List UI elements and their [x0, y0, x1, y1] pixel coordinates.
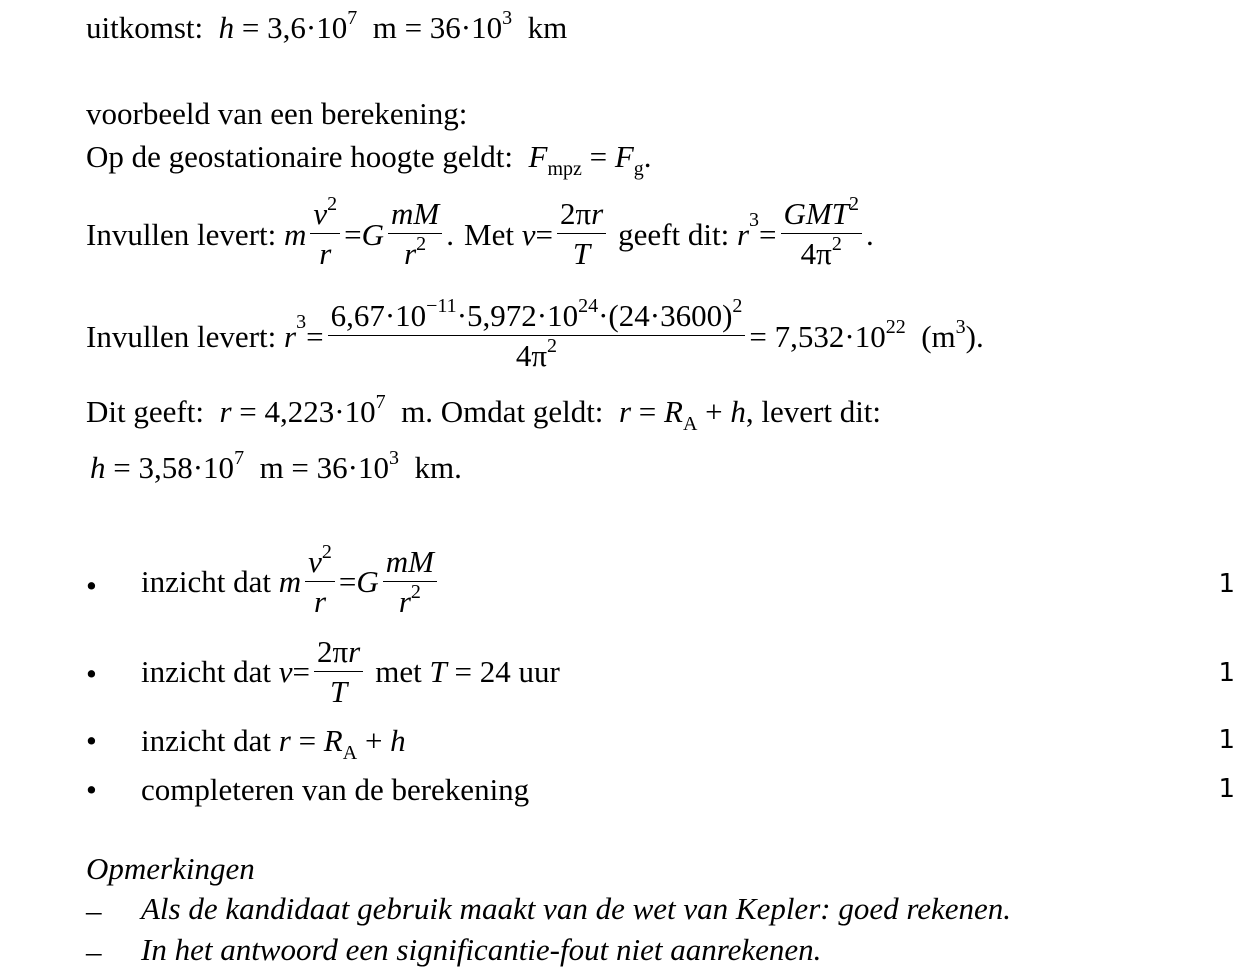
fraction-numeric: $\frac{6,67\cdot 10^{-11}\cdot 5,972\cdot 10^{24}\cdot(24\cdot 3600)^2}{4\pi^2}$: [328, 300, 746, 372]
rubric-score-2: 1: [1218, 658, 1235, 688]
fraction-v2-r-2: $\frac{v^2}{r}$: [305, 546, 335, 618]
remark-text-2: In het antwoord een significantie-fout niet aanrekenen.: [141, 932, 822, 967]
rubric-equation-3: $r = R_A + h$: [278, 723, 406, 764]
rubric-label-2: inzicht dat: [141, 654, 271, 690]
fraction-v2-r: $\frac{v^2}{r}$: [310, 198, 340, 270]
rubric-equation-1: m $\frac{v^2}{r}$ = G $\frac{mM}{r^2}$: [271, 546, 441, 618]
rubric-score-3: 1: [1218, 725, 1235, 755]
force-equation: $F_{mpz} = F_g$.: [528, 139, 652, 180]
rubric-equation-2: v = $\frac{2\pi r}{T}$: [271, 636, 367, 708]
numeric-result: = $7,532\cdot 10^{22}$ $(m^3)$.: [749, 315, 984, 354]
rubric-text-4: completeren van de berekening: [141, 772, 530, 807]
bullet-1: •: [86, 568, 97, 603]
equation-r3: r $^3$ = $\frac{GMT^2}{4\pi^2}$ .: [736, 193, 874, 271]
example-line-4: [86, 391, 882, 435]
equation-velocity: v = $\frac{2\pi r}{T}$: [514, 198, 610, 270]
rubric-text-1: [141, 541, 441, 619]
radius-value: $r = 4,223\cdot 10^7$ m.: [219, 391, 433, 429]
example-line-2: [86, 193, 874, 271]
rubric-text-3: [141, 723, 406, 764]
line2-prefix: Invullen levert:: [86, 216, 277, 252]
line1-text: Op de geostationaire hoogte geldt:: [86, 139, 513, 174]
rubric-label-1: inzicht dat: [141, 564, 271, 600]
line4-prefix: Dit geeft:: [86, 394, 204, 429]
remark-text-1: Als de kandidaat gebruik maakt van de wet van Kepler: goed rekenen.: [141, 891, 1012, 926]
answer-line: [86, 7, 568, 45]
example-line-5: $h = 3,58\cdot 10^7$ $m = 36\cdot 10^3$ km.: [90, 447, 462, 485]
bullet-3: •: [86, 723, 97, 758]
example-line-1: [86, 139, 652, 180]
rubric-suffix-2: met T = 24 uur: [375, 654, 560, 690]
answer-label: uitkomst:: [86, 10, 204, 45]
line3-prefix: Invullen levert:: [86, 318, 277, 354]
fraction-2pir-T: $\frac{2\pi r}{T}$: [557, 198, 606, 270]
remarks-heading: Opmerkingen: [86, 851, 255, 886]
example-heading: voorbeeld van een berekening:: [86, 96, 468, 131]
rubric-score-4: 1: [1218, 774, 1235, 804]
dash-1: –: [86, 893, 102, 928]
line2-mid: Met: [464, 216, 514, 252]
fraction-2pir-T-2: $\frac{2\pi r}{T}$: [314, 636, 363, 708]
bullet-4: •: [86, 772, 97, 807]
rubric-label-3: inzicht dat: [141, 723, 271, 758]
fraction-mM-r2: $\frac{mM}{r^2}$: [388, 198, 442, 270]
bullet-2: •: [86, 656, 97, 691]
rubric-text-2: [141, 636, 560, 708]
fraction-GMT2: $\frac{GMT^2}{4\pi^2}$: [781, 198, 862, 270]
answer-result: $h = 3,6\cdot 10^7$ $m = 36\cdot 10^3$ km: [218, 7, 568, 45]
rubric-score-1: 1: [1218, 569, 1235, 599]
fraction-mM-r2-2: $\frac{mM}{r^2}$: [383, 546, 437, 618]
radius-relation: $r = R_A + h$,: [618, 394, 754, 435]
equation-numeric: r $^3$ = $\frac{6,67\cdot 10^{-11}\cdot 5,972\cdot 10^{24}\cdot(24\cdot 3600)^2}{4\pi^2}$ = $7,532\cdot 10^{22}$ $(m^3)$.: [284, 295, 984, 373]
line4-suffix: levert dit:: [761, 394, 882, 429]
line2-after: geeft dit:: [618, 216, 730, 252]
example-line-3: [86, 295, 984, 373]
line4-mid: Omdat geldt:: [440, 394, 604, 429]
dash-2: –: [86, 934, 102, 969]
equation-centripetal: m $\frac{v^2}{r}$ = G $\frac{mM}{r^2}$ .: [284, 193, 454, 271]
